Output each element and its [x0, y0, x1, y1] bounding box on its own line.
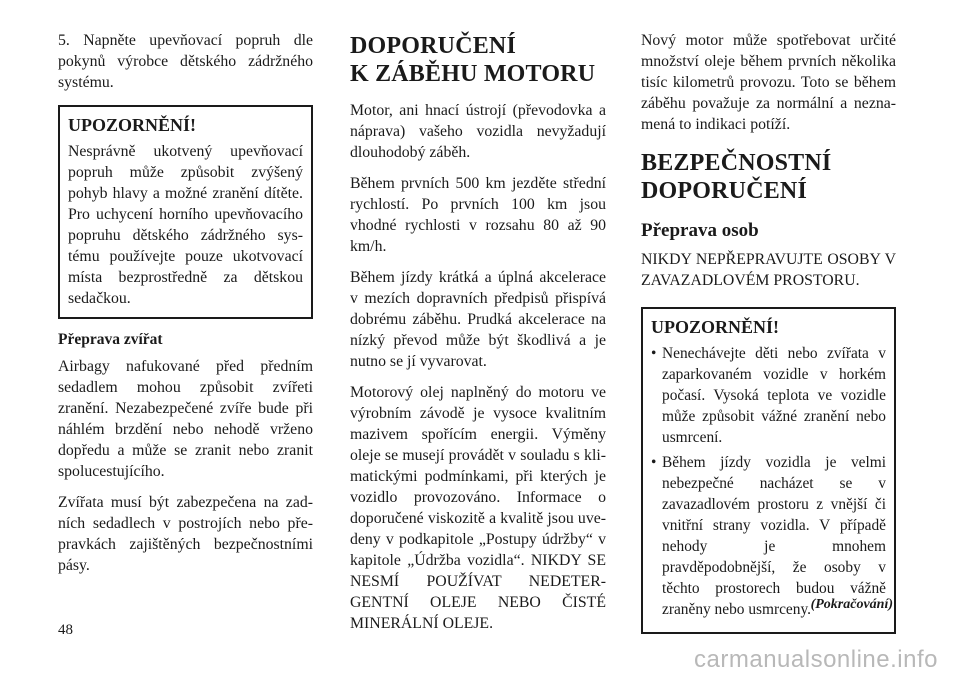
column-left: [58, 30, 313, 576]
column-right: [641, 30, 896, 634]
heading-safety-line-2: DOPORUČENÍ: [641, 178, 808, 204]
watermark: carmanualsonline.info: [694, 646, 938, 673]
pets-paragraph-2: Zvířata musí být zabezpečena na zadních sedadlech v postrojích nebo přepravkách zajištěných bezpečnostními pásy.: [58, 494, 313, 574]
continued-note: (Pokračování): [810, 597, 893, 612]
pets-paragraph-1: Airbagy nafukované před předním sedadlem mohou způsobit zvířeti zranění. Nezabezpečené zvíře bude při náhlém brzdění nebo nehodě vrženo dopředu a může se zranit nebo zranit spolucestujícího.: [58, 358, 313, 480]
warning-box-cargo: [641, 307, 896, 634]
warning-bullet-item: [651, 343, 886, 448]
warning-title: UPOZORNĚNÍ!: [651, 317, 780, 337]
break-in-paragraph-2: Během prvních 500 km jezděte střední rychlostí. Po prvních 100 km jsou vhodné rychlosti v rozsahu 80 až 90 km/h.: [350, 175, 606, 255]
page-number: 48: [58, 622, 73, 638]
warning-box-tether: [58, 105, 313, 319]
step-5-text: 5. Napněte upevňovací popruh dle pokynů výrobce dětského zádržného systému.: [58, 32, 313, 91]
oil-consumption-paragraph: Nový motor může spotřebovat určité množství oleje během prvních několika tisíc kilometrů provozu. Toto se během záběhu považuje za normální a neznamená to indikaci potíží.: [641, 32, 896, 133]
break-in-paragraph-3: Během jízdy krátká a úplná akcelerace v mezích dopravních předpisů přispívá dobrému záběhu. Prudká akcelerace na nízký převod může být škodlivá a je nutno se jí vyvarovat.: [350, 269, 606, 370]
heading-break-in-line-1: DOPORUČENÍ: [350, 33, 517, 59]
warning-title: UPOZORNĚNÍ!: [68, 115, 197, 135]
bullet-marker: •: [651, 345, 657, 362]
warning-text: Nesprávně ukotvený upevňovací popruh může způsobit zvýšený pohyb hlavy a možné zranění dítěte. Pro uchycení horního upevňovacího popruhu dětského zádržného systému používejte pouze ukotvovací místa bezprostředně za dětskou sedačkou.: [68, 143, 303, 307]
heading-safety-line-1: BEZPEČNOSTNÍ: [641, 150, 832, 176]
subheading-passengers: Přeprava osob: [641, 220, 759, 241]
heading-safety: [641, 149, 896, 205]
warning-bullet-list: [651, 343, 886, 620]
break-in-paragraph-4: Motorový olej naplněný do motoru ve výrobním závodě je vysoce kvalitním mazivem spořícím energii. Výměny oleje se musejí provádět v souladu s klimatickými podmínkami, při kterých je vozidlo provozováno. Informace o doporučené viskozitě a kvalitě jsou uvedeny v podkapitole „Postupy údržby“ v kapitole „Údržba vozidla“. NIKDY SE NESMÍ POUŽÍVAT NEDETERGENTNÍ OLEJE NEBO ČISTÉ MINERÁLNÍ OLEJE.: [350, 384, 606, 632]
heading-break-in: [350, 32, 606, 88]
bullet-marker: •: [651, 454, 657, 471]
warning-bullet-item: [651, 452, 886, 620]
heading-break-in-line-2: K ZÁBĚHU MOTORU: [350, 61, 596, 87]
bullet-text: Během jízdy vozidla je velmi nebezpečné nacházet se v zavazadlovém prostoru z vnější či vnitřní strany vozidla. V případě nehody je mnohem pravděpodobnější, že osoby v těchto prostorech budou vážně zraněny nebo usmrceny.: [662, 454, 886, 618]
column-middle: [350, 30, 606, 634]
bullet-text: Nenechávejte děti nebo zvířata v zaparkovaném vozidle v horkém počasí. Vysoká teplota ve vozidle může způsobit vážné zranění nebo usmrcení.: [662, 345, 886, 446]
break-in-paragraph-1: Motor, ani hnací ústrojí (převodovka a náprava) vašeho vozidla nevyžadují dlouhodobý záběh.: [350, 102, 606, 161]
subheading-pets: Přeprava zvířat: [58, 331, 163, 348]
cargo-area-warning-text: NIKDY NEPŘEPRAVUJTE OSOBY V ZAVAZADLOVÉM PROSTORU.: [641, 251, 896, 289]
